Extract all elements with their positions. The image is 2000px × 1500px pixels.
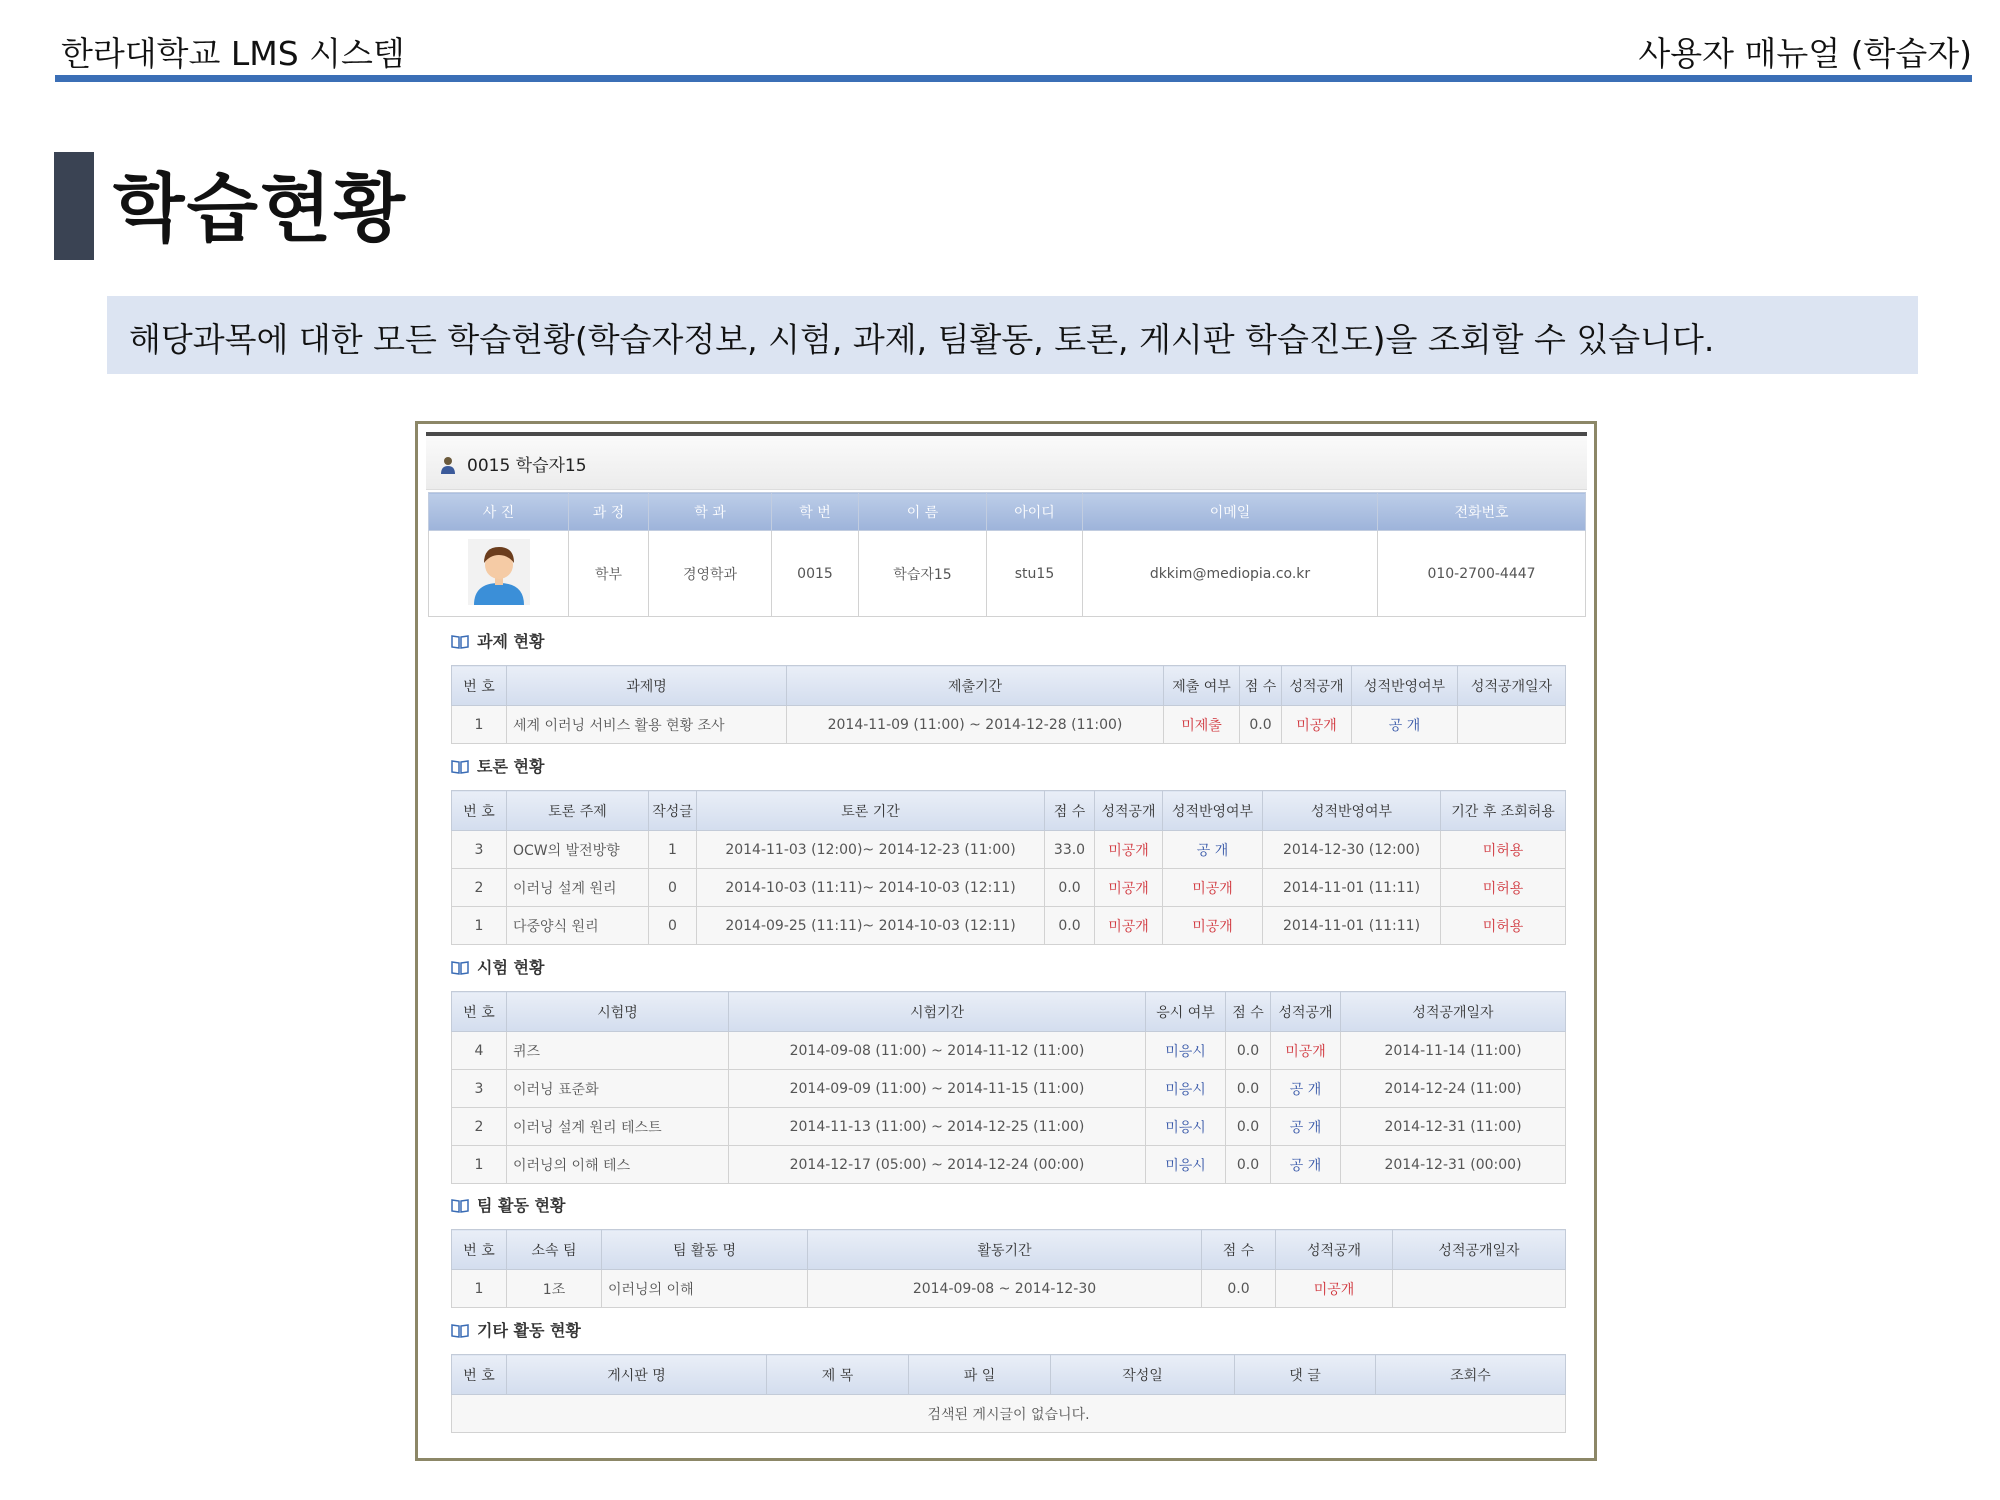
table-header-cell: 기간 후 조회허용 [1441,791,1566,831]
student-dept: 경영학과 [649,531,772,617]
table-header-cell: 제 목 [767,1355,909,1395]
table-cell: 1조 [507,1270,602,1308]
table-row [452,1146,1566,1184]
col-no: 번 호 [452,666,507,706]
table-cell: 2014-10-03 (11:11)~ 2014-10-03 (12:11) [697,869,1045,907]
table-cell: 2014-11-13 (11:00) ~ 2014-12-25 (11:00) [729,1108,1146,1146]
table-cell: 미공개 [1163,907,1263,945]
table-cell: 2 [452,869,507,907]
table-cell: 미공개 [1095,831,1163,869]
book-icon [451,635,469,649]
table-header-cell: 성적공개 [1095,791,1163,831]
description-box [107,296,1918,374]
table-header-cell: 작성글 [649,791,697,831]
table-cell: 미응시 [1146,1070,1226,1108]
table-cell: 0.0 [1226,1032,1271,1070]
table-cell: 2014-12-17 (05:00) ~ 2014-12-24 (00:00) [729,1146,1146,1184]
table-cell: 2014-09-08 ~ 2014-12-30 [808,1270,1202,1308]
table-cell: 공 개 [1271,1070,1341,1108]
table-cell: 33.0 [1045,831,1095,869]
table-cell: 4 [452,1032,507,1070]
table-row [452,1032,1566,1070]
table-cell[interactable]: 다중양식 원리 [507,907,649,945]
table-cell: 2 [452,1108,507,1146]
table-cell: 2014-11-09 (11:00) ~ 2014-12-28 (11:00) [787,706,1164,744]
table-cell: 2014-09-09 (11:00) ~ 2014-11-15 (11:00) [729,1070,1146,1108]
col-assignment-name: 과제명 [507,666,787,706]
table-cell: 0.0 [1045,869,1095,907]
assignment-header-row [452,666,1566,706]
exam-header-row [452,992,1566,1032]
table-cell: 미공개 [1282,706,1352,744]
table-cell: 2014-11-01 (11:11) [1263,907,1441,945]
header-divider [55,75,1972,82]
assignment-section-title: 과제 현황 [451,629,544,652]
table-header-cell: 점 수 [1045,791,1095,831]
col-student-no: 학 번 [772,493,859,531]
team-section-title: 팀 활동 현황 [451,1193,565,1216]
table-cell: 3 [452,831,507,869]
other-table [451,1354,1566,1433]
discussion-table [451,790,1566,945]
table-header-cell: 소속 팀 [507,1230,602,1270]
table-header-cell: 작성일 [1051,1355,1235,1395]
table-header-cell: 성적공개일자 [1393,1230,1566,1270]
table-cell[interactable]: 이러닝의 이해 [602,1270,808,1308]
discussion-header-row [452,791,1566,831]
table-cell[interactable]: 이러닝 설계 원리 [507,869,649,907]
page-title: 학습현황 [113,166,407,252]
table-row [452,1270,1566,1308]
table-cell: 미허용 [1441,869,1566,907]
table-cell: 0.0 [1202,1270,1276,1308]
table-cell: 미공개 [1095,869,1163,907]
student-name: 학습자15 [859,531,987,617]
table-cell: 0.0 [1226,1108,1271,1146]
student-photo-cell [429,531,569,617]
table-cell: 미제출 [1164,706,1240,744]
book-icon [451,1324,469,1338]
table-header-cell: 점 수 [1202,1230,1276,1270]
table-cell: 0 [649,869,697,907]
table-cell[interactable]: 이러닝 설계 원리 테스트 [507,1108,729,1146]
table-header-cell: 응시 여부 [1146,992,1226,1032]
table-cell[interactable]: 이러닝 표준화 [507,1070,729,1108]
table-header-cell: 번 호 [452,992,507,1032]
table-cell: 미응시 [1146,1146,1226,1184]
table-header-cell: 성적반영여부 [1263,791,1441,831]
table-header-cell: 시험명 [507,992,729,1032]
table-cell: 미응시 [1146,1032,1226,1070]
table-row [452,1395,1566,1433]
table-cell: 0.0 [1240,706,1282,744]
col-dept: 학 과 [649,493,772,531]
table-cell: 1 [452,1270,507,1308]
student-row [429,531,1586,617]
table-cell: 공 개 [1271,1108,1341,1146]
table-header-cell: 조회수 [1376,1355,1566,1395]
table-cell: 공 개 [1352,706,1458,744]
table-header-cell: 토론 주제 [507,791,649,831]
header-manual-name: 사용자 매뉴얼 (학습자) [1638,34,1972,73]
col-score: 점 수 [1240,666,1282,706]
col-name: 이 름 [859,493,987,531]
col-grade-public: 성적공개 [1282,666,1352,706]
table-header-cell: 번 호 [452,1230,507,1270]
table-cell: 0.0 [1226,1070,1271,1108]
table-row [452,907,1566,945]
table-header-cell: 활동기간 [808,1230,1202,1270]
exam-section-title: 시험 현황 [451,955,544,978]
table-cell: 1 [452,706,507,744]
table-row [452,1070,1566,1108]
student-number: 0015 [772,531,859,617]
student-user-id: stu15 [987,531,1083,617]
col-grade-reflected: 성적반영여부 [1352,666,1458,706]
exam-table [451,991,1566,1184]
student-email: dkkim@mediopia.co.kr [1083,531,1378,617]
table-cell: 2014-12-31 (11:00) [1341,1108,1566,1146]
title-accent-bar [54,152,94,260]
document-header [55,18,1972,82]
lms-screenshot [415,421,1597,1461]
table-cell [1458,706,1566,744]
book-icon [451,961,469,975]
team-header-row [452,1230,1566,1270]
table-cell: 미허용 [1441,907,1566,945]
table-cell: 1 [452,907,507,945]
assignment-table [451,665,1566,744]
student-phone: 010-2700-4447 [1378,531,1586,617]
person-icon [440,456,456,474]
col-user-id: 아이디 [987,493,1083,531]
table-header-cell: 성적공개 [1276,1230,1393,1270]
table-cell: 2014-12-31 (00:00) [1341,1146,1566,1184]
table-row [452,831,1566,869]
avatar [468,539,530,605]
table-cell: 2014-11-01 (11:11) [1263,869,1441,907]
col-photo: 사 진 [429,493,569,531]
col-submitted: 제출 여부 [1164,666,1240,706]
book-icon [451,760,469,774]
table-header-cell: 댓 글 [1235,1355,1376,1395]
student-info-table [428,492,1586,617]
table-header-cell: 성적공개 [1271,992,1341,1032]
table-cell[interactable]: OCW의 발전방향 [507,831,649,869]
table-cell: 공 개 [1163,831,1263,869]
book-icon [451,1199,469,1213]
table-cell: 미공개 [1095,907,1163,945]
table-row [452,869,1566,907]
col-course: 과 정 [569,493,649,531]
table-cell [1393,1270,1566,1308]
table-cell: 공 개 [1271,1146,1341,1184]
table-cell: 1 [452,1146,507,1184]
team-table [451,1229,1566,1308]
table-cell: 2014-09-08 (11:00) ~ 2014-11-12 (11:00) [729,1032,1146,1070]
table-row [452,706,1566,744]
other-section-title: 기타 활동 현황 [451,1318,581,1341]
header-system-name: 한라대학교 LMS 시스템 [61,34,405,73]
lms-panel [426,432,1587,1452]
table-header-cell: 게시판 명 [507,1355,767,1395]
table-cell: 0.0 [1226,1146,1271,1184]
student-course: 학부 [569,531,649,617]
description-text: 해당과목에 대한 모든 학습현황(학습자정보, 시험, 과제, 팀활동, 토론, 게시판 학습진도)을 조회할 수 있습니다. [129,320,1715,359]
table-cell[interactable]: 이러닝의 이해 테스 [507,1146,729,1184]
table-cell: 2014-12-24 (11:00) [1341,1070,1566,1108]
table-header-cell: 성적공개일자 [1341,992,1566,1032]
discussion-section-title: 토론 현황 [451,754,544,777]
col-email: 이메일 [1083,493,1378,531]
table-header-cell: 토론 기간 [697,791,1045,831]
table-row [452,1108,1566,1146]
table-header-cell: 파 일 [909,1355,1051,1395]
table-header-cell: 시험기간 [729,992,1146,1032]
col-phone: 전화번호 [1378,493,1586,531]
table-cell: 2014-11-14 (11:00) [1341,1032,1566,1070]
table-header-cell: 성적반영여부 [1163,791,1263,831]
table-header-cell: 팀 활동 명 [602,1230,808,1270]
student-header-row [429,493,1586,531]
table-cell: 미공개 [1276,1270,1393,1308]
table-cell: 미응시 [1146,1108,1226,1146]
table-cell: 미공개 [1271,1032,1341,1070]
other-header-row [452,1355,1566,1395]
table-cell: 2014-09-25 (11:11)~ 2014-10-03 (12:11) [697,907,1045,945]
table-cell: 3 [452,1070,507,1108]
table-cell: 2014-11-03 (12:00)~ 2014-12-23 (11:00) [697,831,1045,869]
student-header [426,436,1587,490]
empty-message: 검색된 게시글이 없습니다. [452,1395,1566,1433]
table-cell: 미허용 [1441,831,1566,869]
table-header-cell: 점 수 [1226,992,1271,1032]
table-cell: 0.0 [1045,907,1095,945]
table-cell: 0 [649,907,697,945]
table-header-cell: 번 호 [452,791,507,831]
table-cell: 1 [649,831,697,869]
table-cell: 미공개 [1163,869,1263,907]
col-submit-period: 제출기간 [787,666,1164,706]
col-grade-public-date: 성적공개일자 [1458,666,1566,706]
student-title: 0015 학습자15 [467,456,587,476]
table-cell: 2014-12-30 (12:00) [1263,831,1441,869]
table-cell[interactable]: 퀴즈 [507,1032,729,1070]
assignment-link[interactable]: 세계 이러닝 서비스 활용 현황 조사 [507,706,787,744]
table-header-cell: 번 호 [452,1355,507,1395]
